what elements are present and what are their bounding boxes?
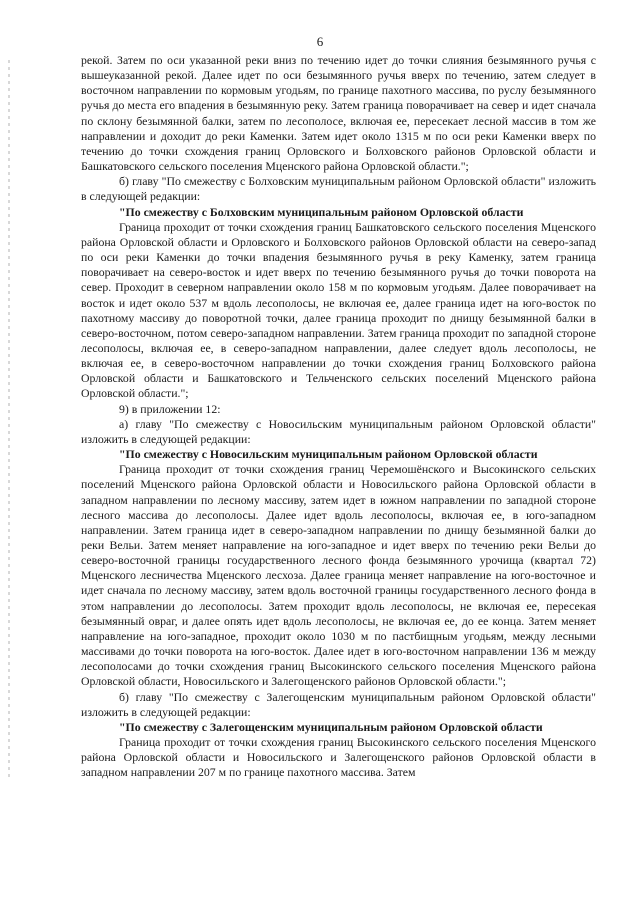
scan-margin-mark <box>8 60 10 780</box>
paragraph-novosil-boundary: Граница проходит от точки схождения границ Черемошёнского и Высокинского сельских поселений Мценского района Орловской области и Новосильского района Орловской области в западном направлении по лесному массиву, затем идет в южном направлении по западной стороне лесного массива до лесополосы. Далее идет вдоль лесополосы, включая ее, в юго-западном направлении. Затем граница идет в северо-западном направлении по днищу безымянной балки до реки Вельи. Затем меняет направление на юго-западное и идет вверх по течению реки Вельи до северо-восточной границы государственного лесного фонда безымянного урочища (квартал 72) Мценского лесничества Мценского лесхоза. Далее граница меняет направление на юго-восточное и идет сначала по лесному массиву, затем вдоль восточной границы государственного лесного фонда в этом направлении до лесополосы. Затем проходит вдоль лесополосы, не включая ее, пересекая безымянный овраг, и далее опять идет вдоль лесополосы, не включая ее, до ее конца. Затем меняет направление на юго-западное, проходит около 1030 м по пастбищным угодьям, между лесными массивами до точки поворота на юго-восток. Далее идет в юго-восточном направлении 136 м между лесополосами до точки схождения границ Высокинского сельского поселения Мценского района Орловской области, Новосильского и Залегощенского районов Орловской области."; <box>81 462 596 689</box>
paragraph-zalegoshch-boundary: Граница проходит от точки схождения границ Высокинского сельского поселения Мценского района Орловской области и Новосильского и Залегощенского районов Орловской области в западном направлении 207 м по границе пахотного массива. Затем <box>81 735 596 780</box>
paragraph-item-a-novosil: а) главу "По смежеству с Новосильским муниципальным районом Орловской области" изложить в следующей редакции: <box>81 416 596 446</box>
document-body <box>81 53 596 781</box>
page-number: 6 <box>316 34 324 49</box>
paragraph-appendix-12: 9) в приложении 12: <box>119 401 221 416</box>
heading-bolkhov: "По смежеству с Болховским муниципальным районом Орловской области <box>119 204 524 219</box>
paragraph-item-b-bolkhov: б) главу "По смежеству с Болховским муниципальным районом Орловской области" изложить в следующей редакции: <box>81 174 596 204</box>
paragraph-continuation: рекой. Затем по оси указанной реки вниз по течению идет до точки слияния безымянного ручья с вышеуказанной рекой. Далее идет по оси безымянного ручья вверх по течению, затем следует в восточном направлении по кормовым угодьям, по границе пахотного массива, по руслу безымянного ручья до места его впадения в безымянную реку. Затем граница поворачивает на север и идет сначала по склону безымянной балки, затем по лесополосе, включая ее, пересекает лесной массив в том же направлении и доходит до реки Каменки. Затем идет около 1315 м по оси реки Каменки вверх по течению до точки схождения границ Орловского и Болховского районов Орловской области и Башкатовского сельского поселения Мценского района Орловской области."; <box>81 53 596 174</box>
paragraph-item-b-zalegoshch: б) главу "По смежеству с Залегощенским муниципальным районом Орловской области" изложить в следующей редакции: <box>81 689 596 719</box>
heading-novosil: "По смежеству с Новосильским муниципальным районом Орловской области <box>119 447 538 462</box>
heading-zalegoshch: "По смежеству с Залегощенским муниципальным районом Орловской области <box>119 719 543 734</box>
paragraph-bolkhov-boundary: Граница проходит от точки схождения границ Башкатовского сельского поселения Мценского района Орловской области и Орловского и Болховского районов Орловской области на северо-запад по оси реки Каменки до точки впадения безымянного ручья в реку Каменку, затем граница поворачивает на северо-восток и идет вверх по течению безымянного ручья до точки поворота на север. Проходит в северном направлении около 158 м по кормовым угодьям. Далее поворачивает на восток и идет около 537 м вдоль лесополосы, не включая ее, далее граница идет на юго-восток по пахотному массиву до поворотной точки, далее граница проходит по днищу безымянной балки в северо-восточном, потом северо-западном направлении. Затем граница проходит по западной стороне лесополосы, включая ее, в северо-западном направлении, далее следует вдоль лесополосы, не включая ее, в северо-восточном направлении до точки схождения границ Болховского района Орловской области и Башкатовского и Тельченского сельских поселений Мценского района Орловской области."; <box>81 219 596 401</box>
